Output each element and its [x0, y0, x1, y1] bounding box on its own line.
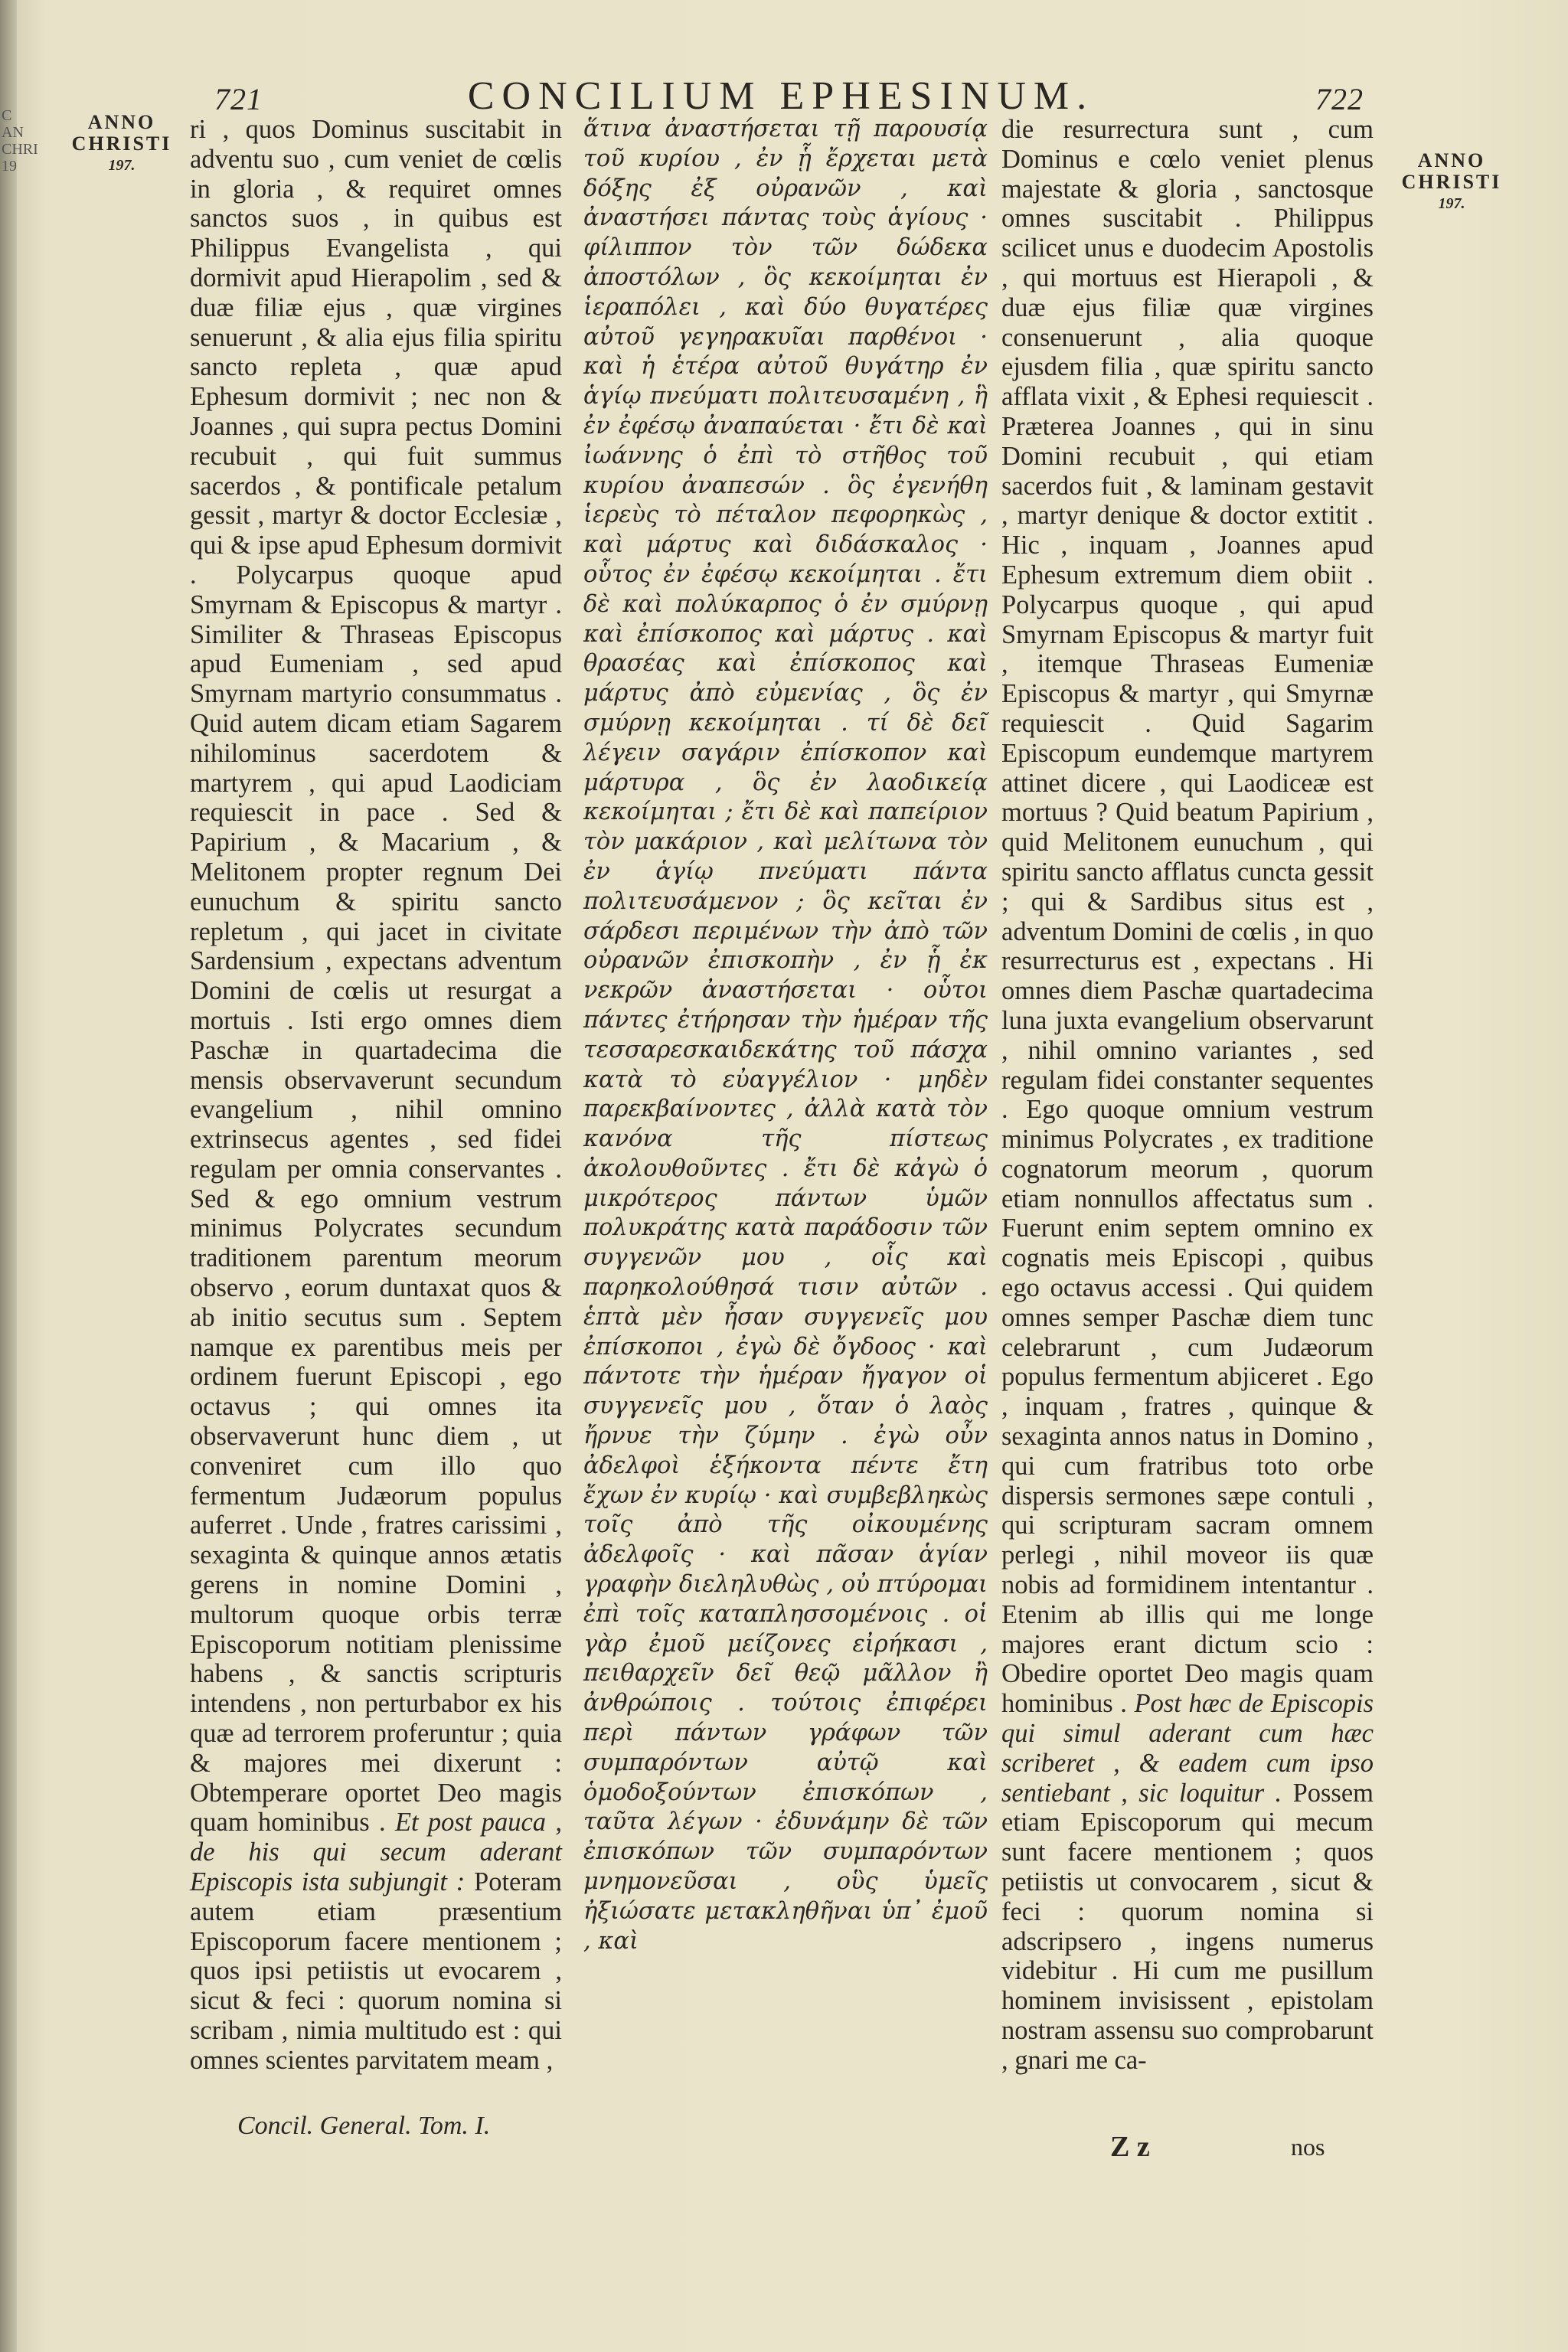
- latin-left-italic: Et post pauca , de his qui secum aderant Episcopis ista subjungit :: [190, 1808, 563, 1897]
- latin-left-body: ri , quos Dominus suscitabit in adventu suo , cum veniet de cœlis in gloria , & requiret omnes sanctos suos , in quibus est Philippus Evangelista , qui dormivit apud Hierapolim , sed & duæ filiæ ejus , quæ virgines senuerunt , & alia ejus filia spiritu sancto repleta , quæ apud Ephesum dormivit ; nec non & Joannes , qui supra pectus Domini recubuit , qui fuit summus sacerdos , & pontificale petalum gessit , martyr & doctor Ecclesiæ , qui & ipse apud Ephesum dormivit . Polycarpus quoque apud Smyrnam & Episcopus & martyr . Similiter & Thraseas Episcopus apud Eumeniam , sed apud Smyrnam martyrio consummatus . Quid autem dicam etiam Sagarem nihilominus sacerdotem & martyrem , qui apud Laodiciam requiescit in pace . Sed & Papirium , & Macarium , & Melitonem propter regnum Dei eunuchum & spiritu sancto repletum , qui jacet in civitate Sardensium , expectans adventum Domini de cœlis ut resurgat a mortuis . Isti ergo omnes diem Paschæ in quartadecima die mensis observaverunt secundum evangelium , nihil omnino extrinsecus agentes , sed fidei regulam per omnia conservantes . Sed & ego omnium vestrum minimus Polycrates secundum traditionem parentum meorum observo , eorum duntaxat quos & ab initio secutus sum . Septem namque ex parentibus meis per ordinem fuerunt Episcopi , ego octavus ; qui omnes ita observaverunt hunc diem , ut conveniret cum illo quo fermentum Judæorum populus auferret . Unde , fratres carissimi , sexaginta & quinque annos ætatis gerens in nomine Domini , multorum quoque orbis terræ Episcoporum notitiam plenissime habens , & sanctis scripturis intendens , non perturbabor ex his quæ ad terrorem proferuntur ; quia & majores mei dixerunt : Obtemperare oportet Deo magis quam hominibus .: [190, 115, 562, 1838]
- margin-note-left-line1: ANNO: [87, 111, 156, 133]
- greek-column: [583, 115, 988, 1956]
- footer-volume-note: Concil. General. Tom. I.: [237, 2112, 491, 2140]
- margin-note-right-line2: CHRISTI: [1401, 171, 1502, 193]
- latin-left-tail: Poteram autem etiam præsentium Episcoporum facere mentionem ; quos ipsi petiistis ut evocarem , sicut & feci : quorum nomina si scribam , nimia multitudo est : qui omnes scientes parvitatem meam ,: [190, 1867, 563, 2075]
- edge-fragment: C AN CHRI 19: [2, 107, 38, 175]
- latin-column-left: [190, 115, 562, 2076]
- margin-note-left-line2: CHRISTI: [71, 132, 172, 155]
- latin-column-right: [1001, 115, 1374, 2076]
- margin-note-right-line1: ANNO: [1417, 149, 1486, 172]
- latin-right-italic: Post hæc de Episcopis qui simul aderant cum hæc scriberet , & eadem cum ipso sentiebant , sic loquitur .: [1001, 1689, 1374, 1808]
- page-number-right: 722: [1315, 82, 1364, 116]
- margin-note-right-year: 197.: [1438, 195, 1465, 212]
- latin-right-body: die resurrectura sunt , cum Dominus e cœlo veniet plenus majestate & gloria , sanctosque omnes suscitabit . Philippus scilicet unus e duodecim Apostolis , qui mortuus est Hierapoli , & duæ ejus filiæ quæ virgines consenuerunt , alia quoque ejusdem filia , quæ spiritu sancto afflata vixit , & Ephesi requiescit . Præterea Joannes , qui in sinu Domini recubuit , qui etiam sacerdos fuit , & laminam gestavit , martyr denique & doctor extitit . Hic , inquam , Joannes apud Ephesum extremum diem obiit . Polycarpus quoque , qui apud Smyrnam Episcopus & martyr fuit , itemque Thraseas Eumeniæ Episcopus & martyr , qui Smyrnæ requiescit . Quid Sagarim Episcopum eundemque martyrem attinet dicere , qui Laodiceæ est mortuus ? Quid beatum Papirium , quid Melitonem eunuchum , qui spiritu sancto afflatus cuncta gessit ; qui & Sardibus situs est , adventum Domini de cœlis , in quo resurrecturus est , expectans . Hi omnes diem Paschæ quartadecima luna juxta evangelium observarunt , nihil omnino variantes , sed regulam fidei constanter sequentes . Ego quoque omnium vestrum minimus Polycrates , ex traditione cognatorum meorum , quorum etiam nonnullos affectatus sum . Fuerunt enim septem omnino ex cognatis meis Episcopi , quibus ego octavus accessi . Qui quidem omnes semper Paschæ diem tunc celebrarunt , cum Judæorum populus fermentum abjiceret . Ego , inquam , fratres , quinque & sexaginta annos natus in Domino , qui cum fratribus toto orbe dispersis sermones sæpe contuli , qui scripturam sacram omnem perlegi , nihil moveor iis quæ nobis ad formidinem intentantur . Etenim ab illis qui me longe majores erant dictum scio : Obedire oportet Deo magis quam hominibus .: [1001, 115, 1374, 1719]
- signature-mark: Z z: [1110, 2131, 1150, 2163]
- margin-note-left: [58, 112, 185, 176]
- catchword: nos: [1291, 2133, 1325, 2161]
- greek-body: ἅτινα ἀναστήσεται τῇ παρουσίᾳ τοῦ κυρίου , ἐν ᾗ ἔρχεται μετὰ δόξης ἐξ οὐρανῶν , καὶ ἀναστήσει πάντας τοὺς ἁγίους · φίλιππον τὸν τῶν δώδεκα ἀποστόλων , ὃς κεκοίμηται ἐν ἱεραπόλει , καὶ δύο θυγατέρες αὐτοῦ γεγηρακυῖαι παρθένοι · καὶ ἡ ἑτέρα αὐτοῦ θυγάτηρ ἐν ἁγίῳ πνεύματι πολιτευσαμένη , ἣ ἐν ἐφέσῳ ἀναπαύεται · ἔτι δὲ καὶ ἰωάννης ὁ ἐπὶ τὸ στῆθος τοῦ κυρίου ἀναπεσών . ὃς ἐγενήθη ἱερεὺς τὸ πέταλον πεφορηκὼς , καὶ μάρτυς καὶ διδάσκαλος · οὗτος ἐν ἐφέσῳ κεκοίμηται . ἔτι δὲ καὶ πολύκαρπος ὁ ἐν σμύρνῃ καὶ ἐπίσκοπος καὶ μάρτυς . καὶ θρασέας καὶ ἐπίσκοπος καὶ μάρτυς ἀπὸ εὐμενίας , ὃς ἐν σμύρνῃ κεκοίμηται . τί δὲ δεῖ λέγειν σαγάριν ἐπίσκοπον καὶ μάρτυρα , ὃς ἐν λαοδικείᾳ κεκοίμηται ; ἔτι δὲ καὶ παπείριον τὸν μακάριον , καὶ μελίτωνα τὸν ἐν ἁγίῳ πνεύματι πάντα πολιτευσάμενον ; ὃς κεῖται ἐν σάρδεσι περιμένων τὴν ἀπὸ τῶν οὐρανῶν ἐπισκοπὴν , ἐν ᾗ ἐκ νεκρῶν ἀναστήσεται · οὗτοι πάντες ἐτήρησαν τὴν ἡμέραν τῆς τεσσαρεσκαιδεκάτης τοῦ πάσχα κατὰ τὸ εὐαγγέλιον · μηδὲν παρεκβαίνοντες , ἀλλὰ κατὰ τὸν κανόνα τῆς πίστεως ἀκολουθοῦντες . ἔτι δὲ κἀγὼ ὁ μικρότερος πάντων ὑμῶν πολυκράτης κατὰ παράδοσιν τῶν συγγενῶν μου , οἷς καὶ παρηκολούθησά τισιν αὐτῶν . ἑπτὰ μὲν ἦσαν συγγενεῖς μου ἐπίσκοποι , ἐγὼ δὲ ὄγδοος · καὶ πάντοτε τὴν ἡμέραν ἤγαγον οἱ συγγενεῖς μου , ὅταν ὁ λαὸς ἤρνυε τὴν ζύμην . ἐγὼ οὖν ἀδελφοὶ ἑξήκοντα πέντε ἔτη ἔχων ἐν κυρίῳ · καὶ συμβεβληκὼς τοῖς ἀπὸ τῆς οἰκουμένης ἀδελφοῖς · καὶ πᾶσαν ἁγίαν γραφὴν διεληλυθὼς , οὐ πτύρομαι ἐπὶ τοῖς καταπλησσομένοις . οἱ γὰρ ἐμοῦ μείζονες εἰρήκασι , πειθαρχεῖν δεῖ θεῷ μᾶλλον ἢ ἀνθρώποις . τούτοις ἐπιφέρει περὶ πάντων γράφων τῶν συμπαρόντων αὐτῷ καὶ ὁμοδοξούντων ἐπισκόπων , ταῦτα λέγων · ἐδυνάμην δὲ τῶν ἐπισκόπων τῶν συμπαρόντων μνημονεῦσαι , οὓς ὑμεῖς ἠξιώσατε μετακληθῆναι ὑπ᾽ ἐμοῦ , καὶ: [583, 116, 988, 1955]
- latin-right-tail: Possem etiam Episcoporum qui mecum sunt facere mentionem ; quos petiistis ut convocarem , sicut & feci : quorum nomina si adscripsero , ingens numerus videbitur . Hi cum me pusillum hominem invisissent , epistolam nostram assensu suo comprobarunt , gnari me ca-: [1001, 1778, 1374, 2075]
- margin-note-right: [1377, 150, 1527, 214]
- margin-note-left-year: 197.: [108, 157, 136, 174]
- page-number-left: 721: [214, 82, 263, 116]
- running-title: CONCILIUM EPHESINUM.: [467, 74, 1095, 118]
- gutter-strip: [0, 0, 17, 2352]
